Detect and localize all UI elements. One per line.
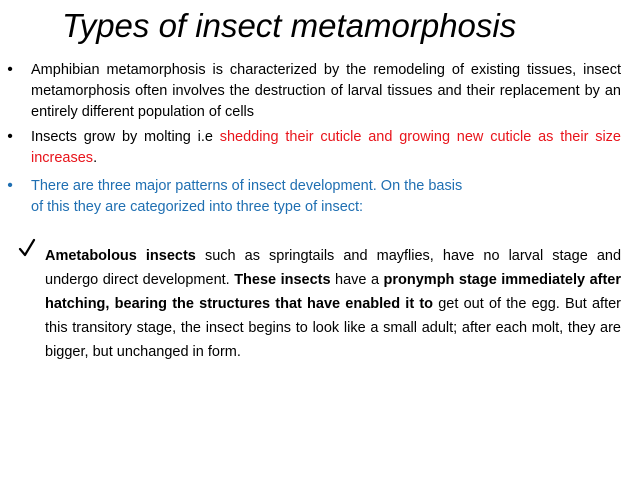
bullet-3-text bbox=[31, 176, 621, 218]
subpoint-text-1: such as springtails and mayflies, have no larval stage and undergo direct development. bbox=[45, 248, 622, 288]
bullet-dot: • bbox=[7, 177, 13, 194]
subpoint-bold-2: These insects bbox=[234, 272, 331, 288]
bullet-dot: • bbox=[7, 61, 13, 78]
subpoint-text-2: have a bbox=[330, 272, 384, 288]
subpoint-text bbox=[45, 244, 621, 364]
bullet-dot: • bbox=[7, 128, 13, 145]
bullet-2-prefix: Insects grow by molting i.e bbox=[31, 129, 220, 145]
checkmark-icon bbox=[18, 238, 36, 258]
subpoint-bold-1: Ametabolous insects bbox=[45, 248, 196, 264]
bullet-2-suffix: . bbox=[93, 150, 98, 166]
bullet-2-text bbox=[31, 127, 621, 169]
subpoint-bold-3: pronymph stage immediately after hatching, bearing the structures that have enabled it to bbox=[45, 272, 621, 312]
subpoint-text-3: get out of the egg. But after this transitory stage, the insect begins to look like a small adult; after each molt, they are bigger, but unchanged in form. bbox=[45, 296, 622, 360]
slide-title: Types of insect metamorphosis bbox=[62, 7, 517, 44]
bullet-1-text: Amphibian metamorphosis is characterized by the remodeling of existing tissues, insect metamorphosis often involves the destruction of larval tissues and their replacement by an entirely different population of cells bbox=[31, 62, 621, 120]
bullet-2-highlight: shedding their cuticle and growing new cuticle as their size increases bbox=[31, 129, 621, 166]
bullet-3-line-2: of this they are categorized into three type of insect: bbox=[31, 199, 364, 215]
bullet-3-line-1: There are three major patterns of insect development. On the basis bbox=[31, 178, 463, 194]
